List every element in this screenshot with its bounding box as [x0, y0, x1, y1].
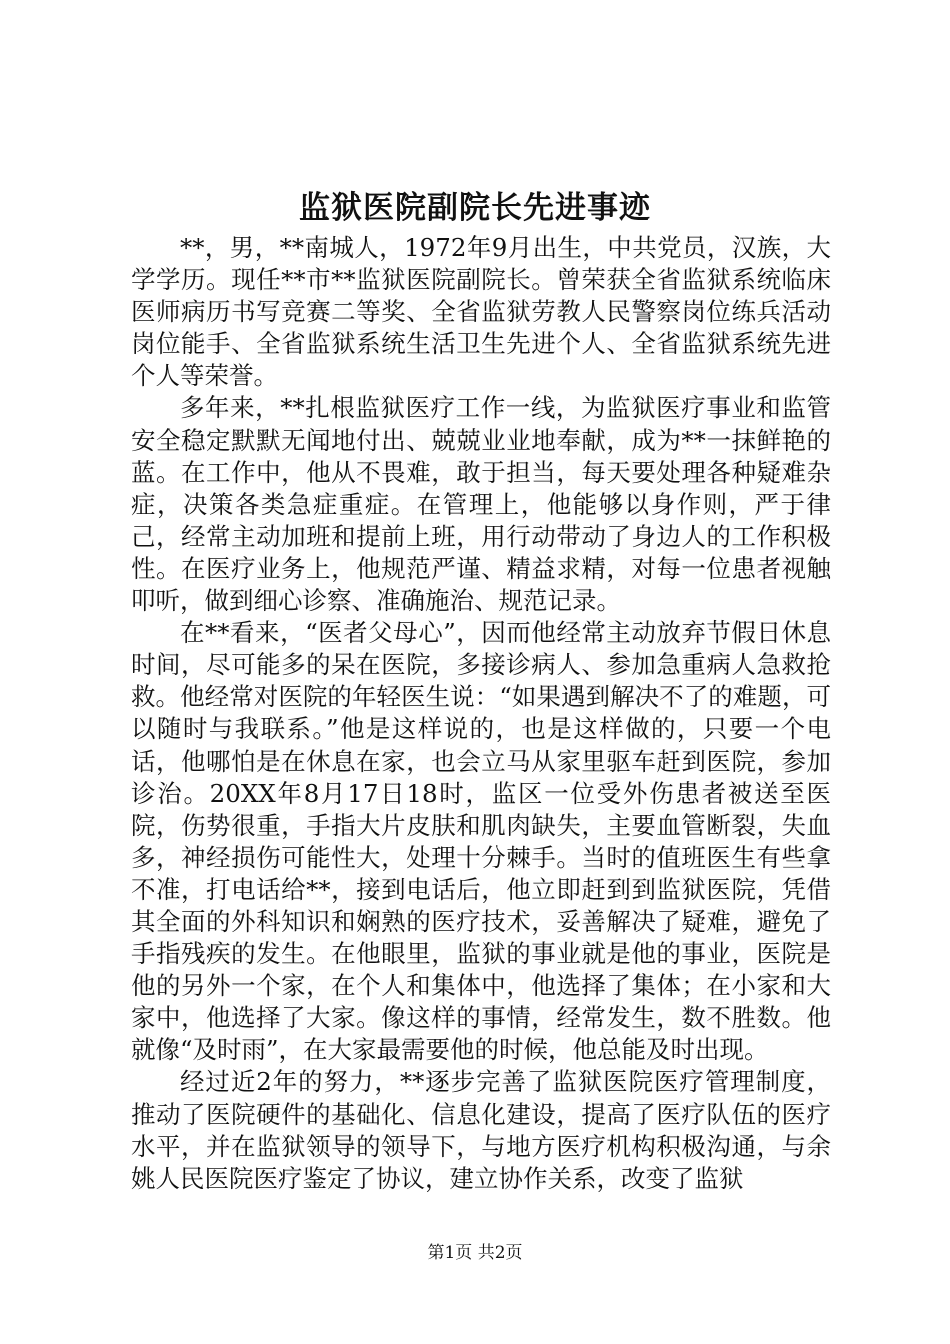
document-title: 监狱医院副院长先进事迹	[299, 190, 651, 226]
paragraph-1: **，男，**南城人，1972年9月出生，中共党员，汉族，大学学历。现任**市**监狱医院副院长。曾荣获全省监狱系统临床医师病历书写竞赛二等奖、全省监狱劳教人民警察岗位练兵活动岗位能手、全省监狱系统生活卫生先进个人、全省监狱系统先进个人等荣誉。	[131, 233, 831, 391]
document-body	[131, 232, 831, 1195]
paragraph-4: 经过近2年的努力，**逐步完善了监狱医院医疗管理制度，推动了医院硬件的基础化、信息化建设，提高了医疗队伍的医疗水平，并在监狱领导的领导下，与地方医疗机构积极沟通，与余姚人民医院医疗鉴定了协议，建立协作关系，改变了监狱	[131, 1067, 831, 1193]
page-number-footer: 第1页 共2页	[427, 1243, 523, 1263]
paragraph-3: 在**看来，“医者父母心”，因而他经常主动放弃节假日休息时间，尽可能多的呆在医院，多接诊病人、参加急重病人急救抢救。他经常对医院的年轻医生说：“如果遇到解决不了的难题，可以随时与我联系。”他是这样说的，也是这样做的，只要一个电话，他哪怕是在休息在家，也会立马从家里驱车赶到医院，参加诊治。20XX年8月17日18时，监区一位受外伤患者被送至医院，伤势很重，手指大片皮肤和肌肉缺失，主要血管断裂，失血多，神经损伤可能性大，处理十分棘手。当时的值班医生有些拿不准，打电话给**，接到电话后，他立即赶到到监狱医院，凭借其全面的外科知识和娴熟的医疗技术，妥善解决了疑难，避免了手指残疾的发生。在他眼里，监狱的事业就是他的事业，医院是他的另外一个家，在个人和集体中，他选择了集体；在小家和大家中，他选择了大家。像这样的事情，经常发生，数不胜数。他就像“及时雨”，在大家最需要他的时候，他总能及时出现。	[131, 618, 831, 1065]
paragraph-2: 多年来，**扎根监狱医疗工作一线，为监狱医疗事业和监管安全稳定默默无闻地付出、兢兢业业地奉献，成为**一抹鲜艳的蓝。在工作中，他从不畏难，敢于担当，每天要处理各种疑难杂症，决策各类急症重症。在管理上，他能够以身作则，严于律己，经常主动加班和提前上班，用行动带动了身边人的工作积极性。在医疗业务上，他规范严谨、精益求精，对每一位患者视触叩听，做到细心诊察、准确施治、规范记录。	[131, 393, 831, 616]
